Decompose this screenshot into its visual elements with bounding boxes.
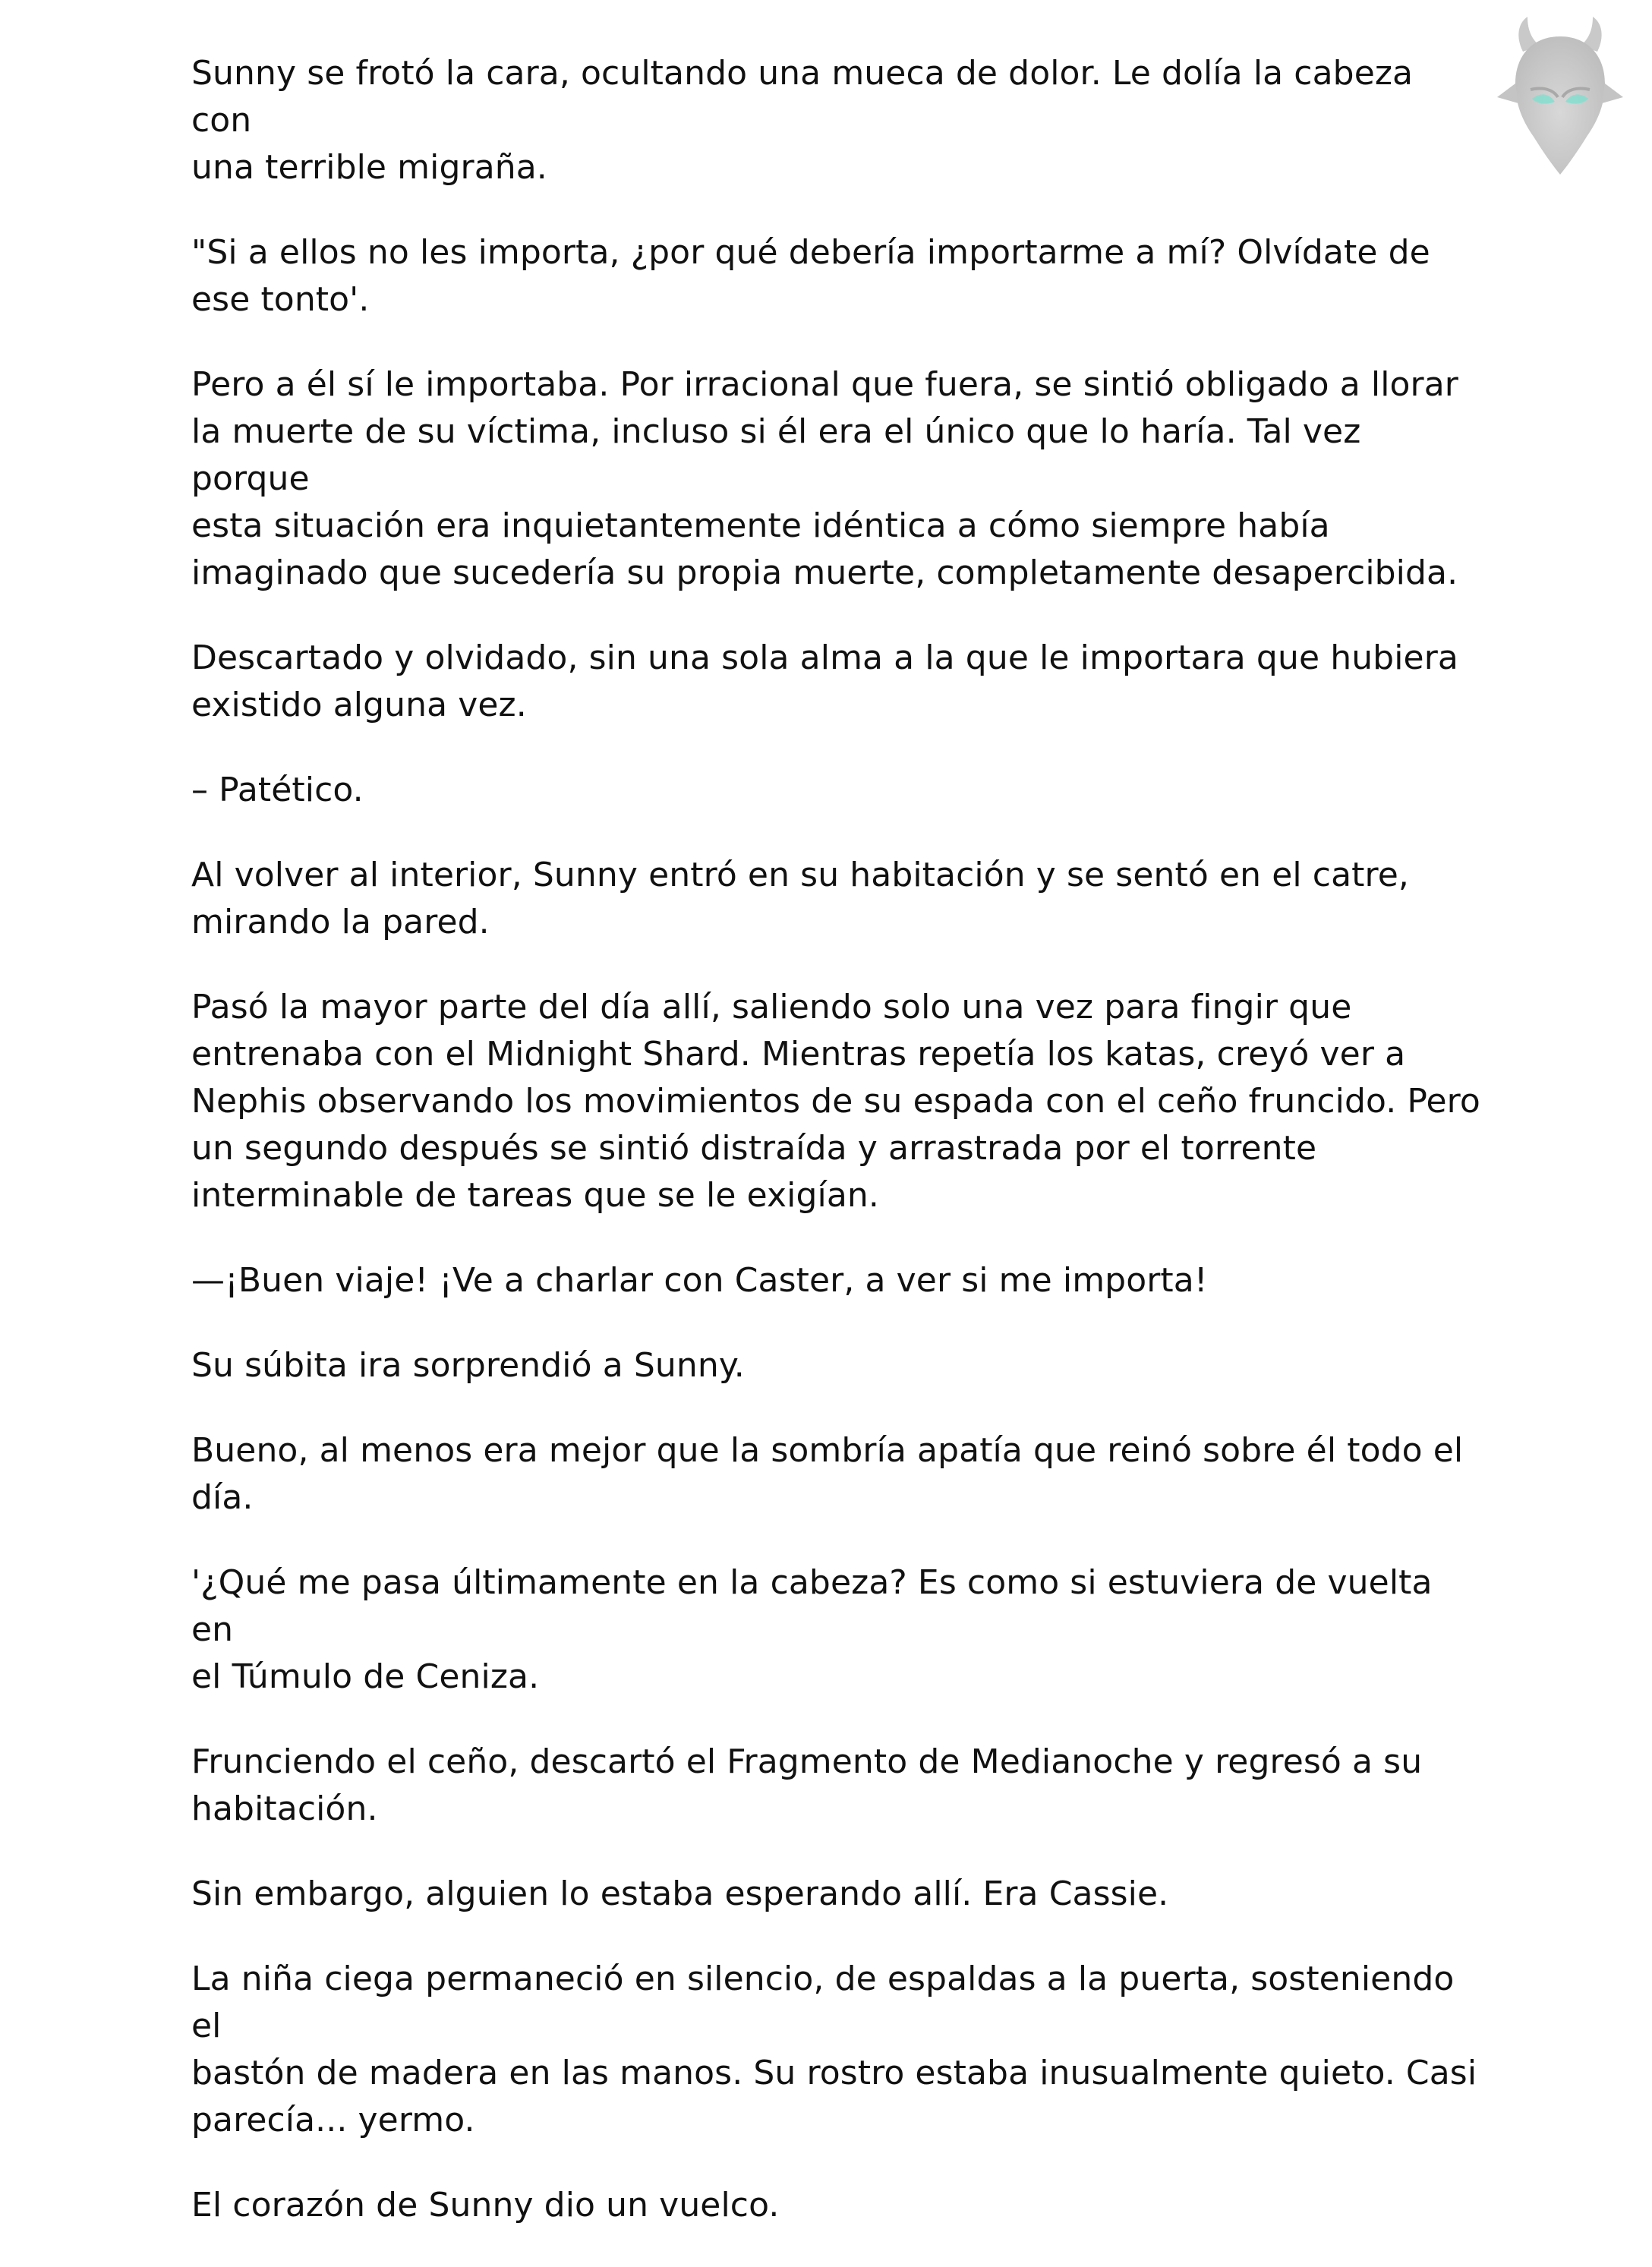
paragraph: Bueno, al menos era mejor que la sombría apatía que reinó sobre él todo el día. [191, 1431, 1464, 1517]
paragraph: —¡Buen viaje! ¡Ve a charlar con Caster, a ver si me importa! [191, 1261, 1208, 1300]
paragraph: '¿Qué me pasa últimamente en la cabeza? Es como si estuviera de vuelta en el Túmulo de Ceniza. [191, 1563, 1433, 1696]
paragraph: – Patético. [191, 771, 364, 809]
paragraph: Al volver al interior, Sunny entró en su habitación y se sentó en el catre, mirando la pared. [191, 856, 1409, 941]
paragraph: Pero a él sí le importaba. Por irracional que fuera, se sintió obligado a llorar la muerte de su víctima, incluso si él era el único que lo haría. Tal vez porque esta situación era inquietantemente idéntica a cómo siempre había imaginado que sucedería su propia muerte, completamente desapercibida. [191, 365, 1458, 592]
paragraph: Pasó la mayor parte del día allí, saliendo solo una vez para fingir que entrenaba con el Midnight Shard. Mientras repetía los katas, creyó ver a Nephis observando los movimientos de su espada con el ceño fruncido. Pero un segundo después se sintió distraída y arrastrada por el torrente interminable de tareas que se le exigían. [191, 988, 1480, 1215]
paragraph: Sunny se frotó la cara, ocultando una mueca de dolor. Le dolía la cabeza con una terrible migraña. [191, 54, 1414, 187]
paragraph: Descartado y olvidado, sin una sola alma a la que le importara que hubiera existido alguna vez. [191, 638, 1458, 724]
paragraph: "Si a ellos no les importa, ¿por qué debería importarme a mí? Olvídate de ese tonto'. [191, 233, 1430, 319]
document-body [191, 50, 1482, 2267]
paragraph: El corazón de Sunny dio un vuelco. [191, 2186, 780, 2224]
paragraph: La niña ciega permaneció en silencio, de espaldas a la puerta, sosteniendo el bastón de madera en las manos. Su rostro estaba inusualmente quieto. Casi parecía... yermo. [191, 1960, 1477, 2139]
paragraph: Sin embargo, alguien lo estaba esperando allí. Era Cassie. [191, 1874, 1169, 1913]
paragraph: Frunciendo el ceño, descartó el Fragmento de Medianoche y regresó a su habitación. [191, 1742, 1423, 1828]
paragraph: Su súbita ira sorprendió a Sunny. [191, 1346, 745, 1385]
demon-head-watermark-icon [1493, 14, 1628, 181]
